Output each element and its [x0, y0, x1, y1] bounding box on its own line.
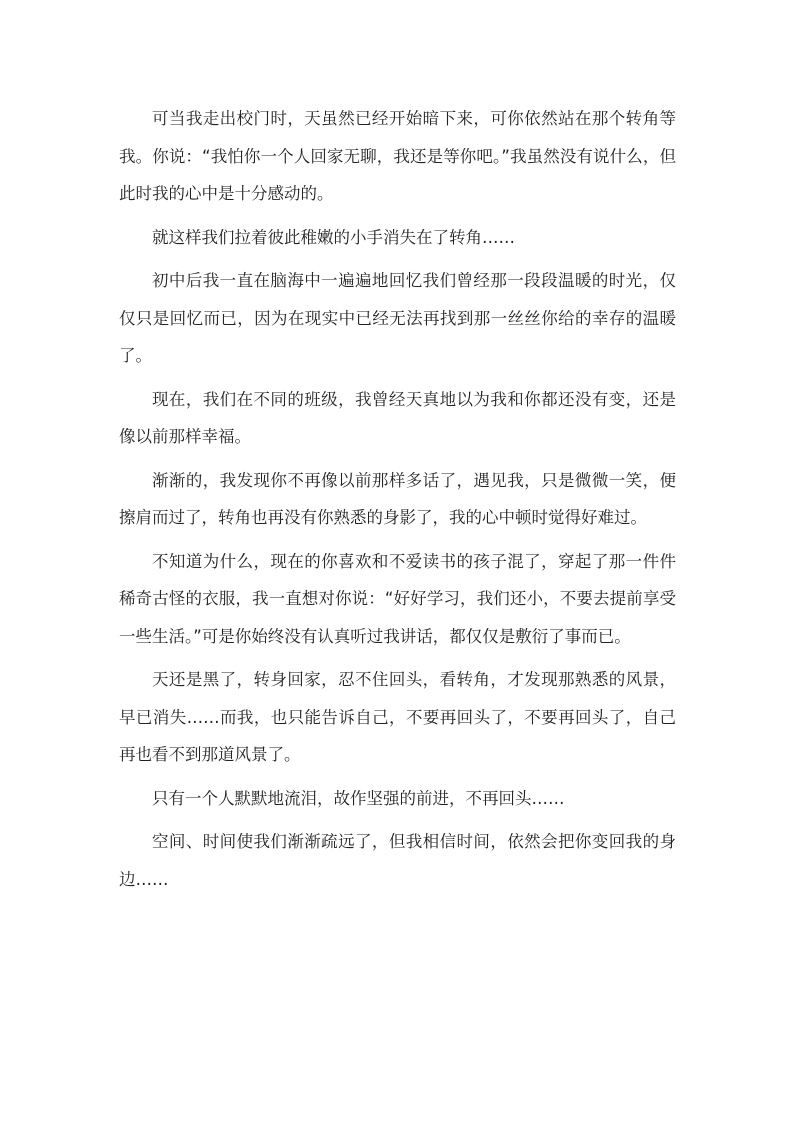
paragraph: 只有一个人默默地流泪，故作坚强的前进，不再回头…… [152, 788, 565, 808]
essay-body [119, 100, 676, 904]
paragraph: 不知道为什么，现在的你喜欢和不爱读书的孩子混了，穿起了那一件件稀奇古怪的衣服，我一直想对你说：“好好学习，我们还小，不要去提前享受一些生活。”可是你始终没有认真听过我讲话，都仅仅是敷衍了事而已。 [119, 551, 676, 646]
paragraph: 就这样我们拉着彼此稚嫩的小手消失在了转角…… [152, 227, 515, 247]
paragraph: 渐渐的，我发现你不再像以前那样多话了，遇见我，只是微微一笑，便擦肩而过了，转角也再没有你熟悉的身影了，我的心中顿时觉得好难过。 [119, 470, 676, 527]
paragraph: 空间、时间使我们渐渐疏远了，但我相信时间，依然会把你变回我的身边…… [119, 832, 676, 889]
paragraph: 可当我走出校门时，天虽然已经开始暗下来，可你依然站在那个转角等我。你说：“我怕你一个人回家无聊，我还是等你吧。”我虽然没有说什么，但此时我的心中是十分感动的。 [119, 109, 676, 203]
paragraph: 天还是黑了，转身回家，忍不住回头，看转角，才发现那熟悉的风景，早已消失……而我，也只能告诉自己，不要再回头了，不要再回头了，自己再也看不到那道风景了。 [119, 670, 676, 764]
paragraph: 现在，我们在不同的班级，我曾经天真地以为我和你都还没有变，还是像以前那样幸福。 [119, 389, 676, 446]
paragraph: 初中后我一直在脑海中一遍遍地回忆我们曾经那一段段温暖的时光，仅仅只是回忆而已，因为在现实中已经无法再找到那一丝丝你给的幸存的温暖了。 [119, 271, 676, 365]
